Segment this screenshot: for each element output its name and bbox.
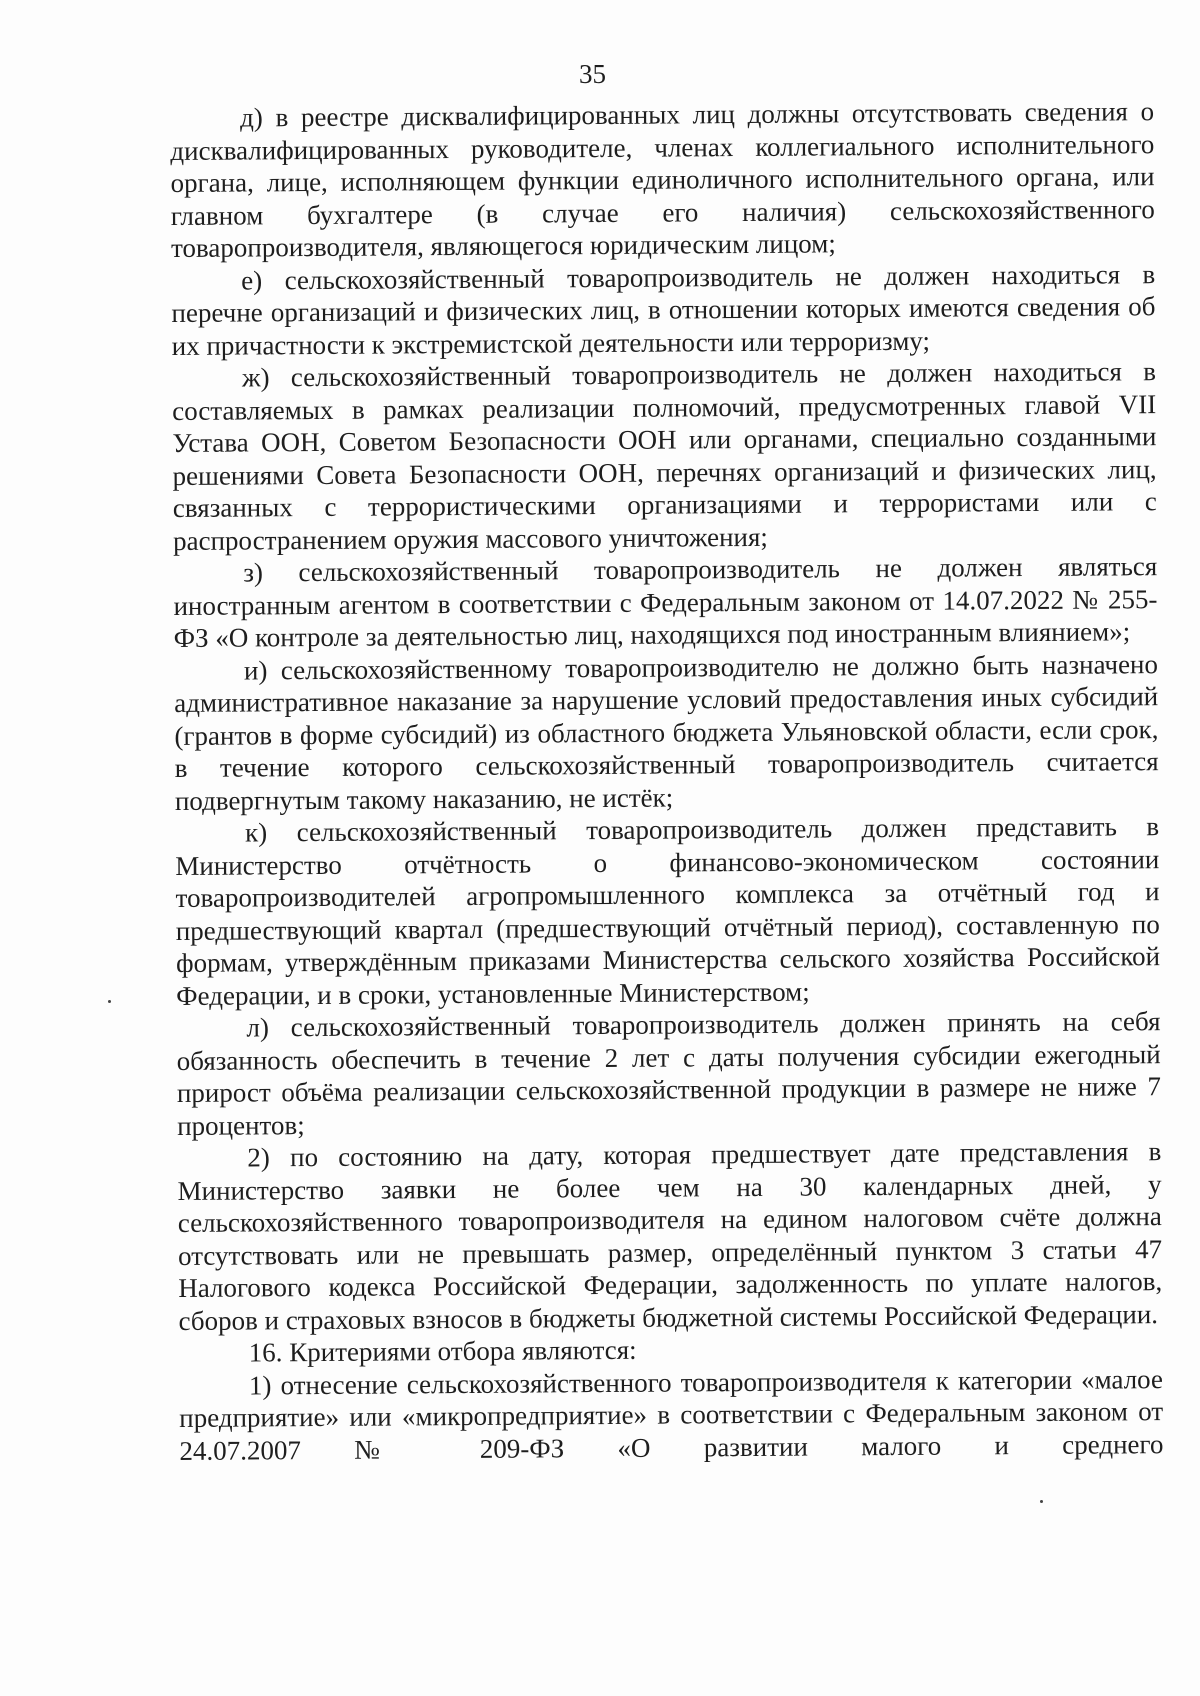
paragraph-zh-un-sanctions-lists: ж) сельскохозяйственный товаропроизводитель не должен находиться в составляемых в рамках реализации полномочий, предусмотренных главой VII Устава ООН, Советом Безопасности ООН или органами, специально созданными решениями Совета Безопасности ООН, перечнях организаций и физических лиц, связанных с террористическими организациями и террористами или с распространением оружия массового уничтожения;: [172, 356, 1157, 556]
paragraph-z-foreign-agent: з) сельскохозяйственный товаропроизводитель не должен являться иностранным агентом в соответствии с Федеральным законом от 14.07.2022 № 255-ФЗ «О контроле за деятельностью лиц, находящихся под иностранным влиянием»;: [173, 551, 1158, 653]
paragraph-2-tax-debt: 2) по состоянию на дату, которая предшествует дате представления в Министерство заявки не более чем на 30 календарных дней, у сельскохозяйственного товаропроизводителя на едином налоговом счёте должна отсутствовать или не превышать размер, определённый пунктом 3 статьи 47 Налогового кодекса Российской Федерации, задолженность по уплате налогов, сборов и страховых взносов в бюджеты бюджетной системы Российской Федерации.: [177, 1136, 1163, 1336]
paragraph-16-selection-criteria: 16. Критериями отбора являются:: [248, 1334, 637, 1368]
document-body: [170, 95, 1164, 1467]
paragraph-e-extremism-list: е) сельскохозяйственный товаропроизводитель не должен находиться в перечне организаций и физических лиц, в отношении которых имеются сведения об их причастности к экстремистской деятельности или терроризму;: [171, 258, 1156, 361]
paragraph-l-sales-growth-obligation: л) сельскохозяйственный товаропроизводитель должен принять на себя обязанность обеспечить в течение 2 лет с даты получения субсидии ежегодный прирост объёма реализации сельскохозяйственной продукции в размере не ниже 7 процентов;: [176, 1006, 1161, 1141]
page-number: 35: [579, 59, 606, 89]
scan-speck: [108, 1000, 111, 1003]
paragraph-1-small-enterprise: 1) отнесение сельскохозяйственного товаропроизводителя к категории «малое предприятие» или «микропредприятие» в соответствии с Федеральным законом от 24.07.2007 № 209-ФЗ «О развитии малого и среднего: [179, 1363, 1164, 1466]
paragraph-k-financial-reporting: к) сельскохозяйственный товаропроизводитель должен представить в Министерство отчётность о финансово-экономическом состоянии товаропроизводителей агропромышленного комплекса за отчётный год и предшествующий квартал (предшествующий отчётный период), составленную по формам, утверждённым приказами Министерства сельского хозяйства Российской Федерации, и в сроки, установленные Министерством;: [175, 811, 1161, 1011]
paragraph-d-disqualified-persons: д) в реестре дисквалифицированных лиц должны отсутствовать сведения о дисквалифицированных руководителе, членах коллегиального исполнительного органа, лице, исполняющем функции единоличного исполнительного органа, или главном бухгалтере (в случае его наличия) сельскохозяйственного товаропроизводителя, являющегося юридическим лицом;: [170, 96, 1155, 263]
paragraph-i-administrative-penalty: и) сельскохозяйственному товаропроизводителю не должно быть назначено административное наказание за нарушение условий предоставления иных субсидий (грантов в форме субсидий) из областного бюджета Ульяновской области, если срок, в течение которого сельскохозяйственный товаропроизводитель считается подвергнутым такому наказанию, не истёк;: [174, 648, 1159, 816]
scan-speck: [1040, 1500, 1043, 1503]
